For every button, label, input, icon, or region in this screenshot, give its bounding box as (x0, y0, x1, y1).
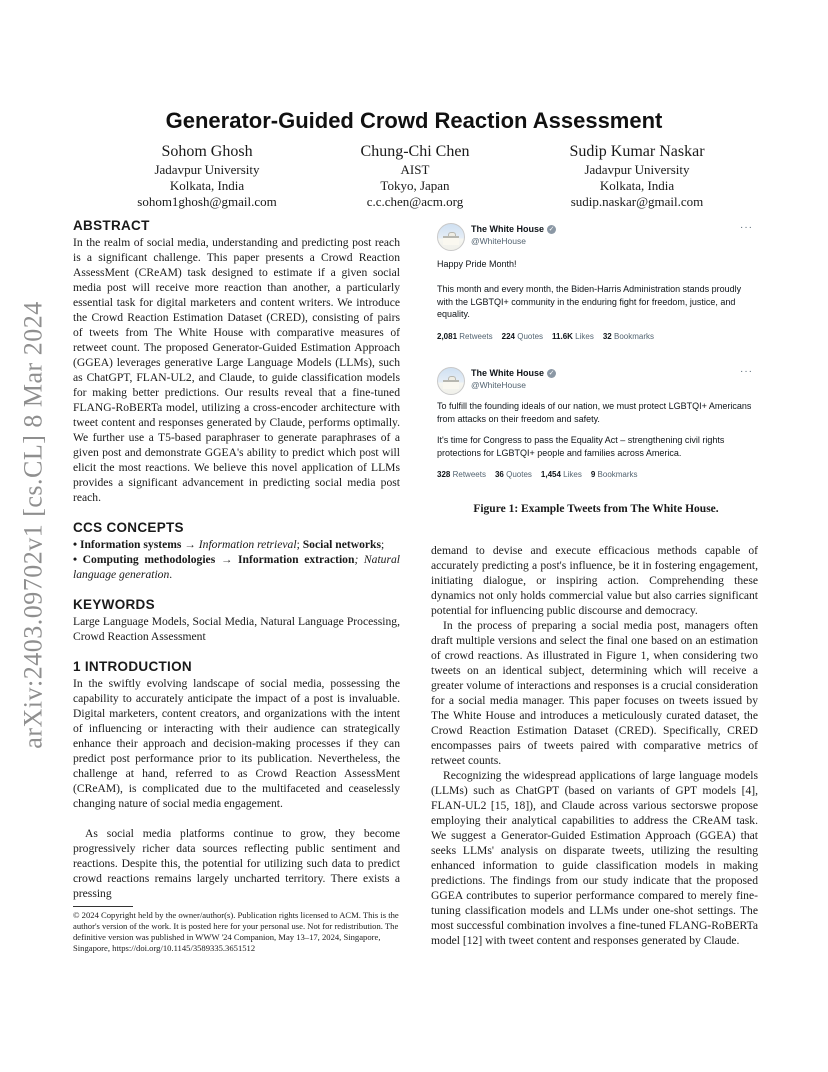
ccs-concepts (73, 537, 400, 582)
tweet-stats (437, 470, 638, 479)
abstract-text (73, 235, 400, 505)
bookmark-count: 9 Bookmarks (590, 470, 638, 479)
white-house-avatar-icon (437, 223, 465, 251)
author-email[interactable]: sohom1ghosh@gmail.com (137, 194, 277, 209)
body-paragraph: Recognizing the widespread applications of large language models (LLMs) such as ChatGPT (based on variants of GPT models [4], FLAN-UL2 [15, 18]), and Claude across various sectorswe propose employing their analytical capabilities to address the CReAM task. We suggest a Generator-Guided Estimation Approach (GGEA) that seeks LLMs' analysis on disparate tweets, utilizing the resulting enhanced information to guide classification models in making predictions. The findings from our study indicate that the proposed GGEA contributes to superior performance compared to merely fine-tuning classification models and LLMs under one-shot settings. The most successful combination involves a fine-tuned FLANG-RoBERTa model [12] with tweet content and responses generated by Claude. (431, 769, 758, 947)
retweet-count: 328 Retweets (437, 470, 486, 479)
introduction-paragraph: As social media platforms continue to grow, they become progressively richer data sources reflecting public sentiment and reactions. Despite this, the potential for utilizing such data to predict crowd reactions remains largely uncharted territory. There exists a pressing (73, 827, 400, 900)
author-name: Sohom Ghosh (161, 143, 253, 160)
quote-count: 224 Quotes (501, 332, 544, 341)
tweet-handle: @WhiteHouse (471, 236, 526, 246)
tweet-text: This month and every month, the Biden-Harris Administration stands proudly with the LGBTQI+ community in the enduring fight for freedom, justice, and equality. (437, 284, 742, 319)
right-column (431, 543, 758, 948)
more-options-icon: ··· (740, 366, 753, 377)
ccs-term: • Information systems → (73, 538, 199, 551)
copyright-footnote (73, 906, 403, 954)
arxiv-identifier-text: arXiv:2403.09702v1 [cs.CL] 8 Mar 2024 (19, 301, 48, 749)
ccs-term: Information retrieval (198, 538, 297, 551)
author-email[interactable]: sudip.naskar@gmail.com (570, 194, 704, 209)
ccs-heading: CCS CONCEPTS (73, 520, 184, 535)
tweet-text: Happy Pride Month! (437, 259, 517, 269)
author-block (97, 142, 317, 210)
keywords-heading: KEYWORDS (73, 597, 155, 612)
quote-count: 36 Quotes (494, 470, 532, 479)
author-affiliation: Jadavpur University (584, 162, 690, 177)
tweet-author (471, 224, 556, 234)
tweet-text: It's time for Congress to pass the Equality Act – strengthening civil rights protections for LGBTQI+ people and families across America. (437, 435, 725, 458)
ccs-separator: . (169, 568, 173, 581)
tweet-handle: @WhiteHouse (471, 380, 526, 390)
introduction-text-part: In the swiftly evolving landscape of social media, possessing the capability to accurately anticipate the impact of a post is invaluable. Digital marketers, content creators, and organizations with the intent of influencing or interacting with their audience can strategically enhance their approach and decision-making processes if they can predict post performance prior to its publication. Nevertheless, the challenge at hand, referred to as (73, 677, 400, 780)
tweet-stats (437, 332, 654, 341)
like-count: 11.6K Likes (552, 332, 594, 341)
keywords-text: Large Language Models, Social Media, Natural Language Processing, Crowd Reaction Assessment (73, 615, 400, 643)
body-paragraph: In the process of preparing a social media post, managers often draft multiple versions and select the final one based on an estimation of crowd reactions. As illustrated in Figure 1, when considering two tweets on an identical subject, determining which will receive a greater volume of interactions and responses is a crucial consideration for a social media manager. This paper focuses on tweets issued by The White House and introduces a meticulously curated dataset, the Crowd Reaction Estimation Dataset (CRED). Specifically, CRED encompasses pairs of tweets paired with comparative metrics of retweet counts. (431, 619, 758, 767)
paper-title: Generator-Guided Crowd Reaction Assessment (165, 108, 663, 133)
white-house-avatar-icon (437, 367, 465, 395)
author-location: Kolkata, India (169, 178, 245, 193)
ccs-separator: ; (380, 538, 385, 551)
ccs-term: Social networks (302, 538, 381, 551)
more-options-icon: ··· (740, 222, 753, 233)
ccs-separator: ; (296, 538, 303, 551)
abstract-heading: ABSTRACT (73, 218, 150, 233)
bookmark-count: 32 Bookmarks (602, 332, 654, 341)
figure-tweets (425, 216, 767, 490)
verified-badge-icon: ✓ (548, 369, 555, 377)
abstract-text-part: In the realm of social media, understanding and predicting post reach is a significant challenge. This paper presents a (73, 236, 400, 264)
tweet-author (471, 368, 556, 378)
retweet-count: 2,081 Retweets (437, 332, 493, 341)
introduction-paragraph (73, 676, 400, 811)
author-block (305, 142, 525, 210)
tweet-author-name: The White House (471, 368, 545, 378)
introduction-text-part: Crowd Reaction AssessMent (CReAM), is complicated due to the multifaceted and ceaselessly changing nature of social media engagement. (73, 767, 400, 810)
author-block (527, 142, 747, 210)
introduction-heading: 1 INTRODUCTION (73, 659, 192, 674)
ccs-term: • Computing methodologies → Information extraction (73, 553, 355, 566)
author-email[interactable]: c.c.chen@acm.org (366, 194, 464, 209)
figure-caption: Figure 1: Example Tweets from The White House. (473, 503, 719, 515)
verified-badge-icon: ✓ (548, 225, 555, 233)
author-affiliation: AIST (400, 162, 430, 177)
arxiv-identifier[interactable] (20, 290, 48, 760)
ccs-term: ; Natural language generation (73, 553, 400, 581)
abstract-text-part: Crowd Reaction AssessMent (CReAM) task designed to estimate if a given social media post will receive more reaction than another, a particularly essential task for digital marketers and content writers. We introduce the Crowd Reaction Estimation Dataset (CRED), consisting of pairs of tweets from The White House with comparative measures of retweet count. The proposed Generator-Guided Estimation Approach (GGEA) leverages generative Large Language Models (LLMs), such as ChatGPT, FLAN-UL2, and Claude, to guide classification models for making better predictions. Our results reveal that a fine-tuned FLANG-RoBERTa model, utilizing a cross-encoder architecture with tweet content and responses generated by Claude, performs optimally. We further use a T5-based paraphraser to generate paraphrases of a given post and demonstrate GGEA's ability to predict which post will elicit the most reactions. We believe this novel application of LLMs provides a significant advancement in predicting social media post reach. (73, 251, 400, 504)
tweet-author-name: The White House (471, 224, 545, 234)
author-location: Kolkata, India (599, 178, 675, 193)
like-count: 1,454 Likes (540, 470, 582, 479)
copyright-text: © 2024 Copyright held by the owner/author(s). Publication rights licensed to ACM. This is the author's version of the work. It is posted here for your personal use. Not for redistribution. The definitive version was published in WWW '24 Companion, May 13–17, 2024, Singapore, Singapore, https://doi.org/10.1145/3589335.3651512 (73, 910, 399, 953)
author-name: Chung-Chi Chen (360, 143, 470, 160)
tweet-text: To fulfill the founding ideals of our nation, we must protect LGBTQI+ Americans from attacks on their freedom and safety. (437, 401, 752, 424)
footnote-rule (73, 906, 133, 907)
author-name: Sudip Kumar Naskar (569, 143, 705, 160)
author-affiliation: Jadavpur University (154, 162, 260, 177)
body-paragraph: demand to devise and execute efficacious methods capable of accurately predicting a post's influence, be it in fostering engagement, initiating dialogue, or inspiring action. Comprehending these dynamics not only holds commercial value but also carries significant potential for influencing public discourse and democracy. (431, 544, 758, 617)
left-column (73, 218, 400, 901)
author-location: Tokyo, Japan (380, 178, 450, 193)
